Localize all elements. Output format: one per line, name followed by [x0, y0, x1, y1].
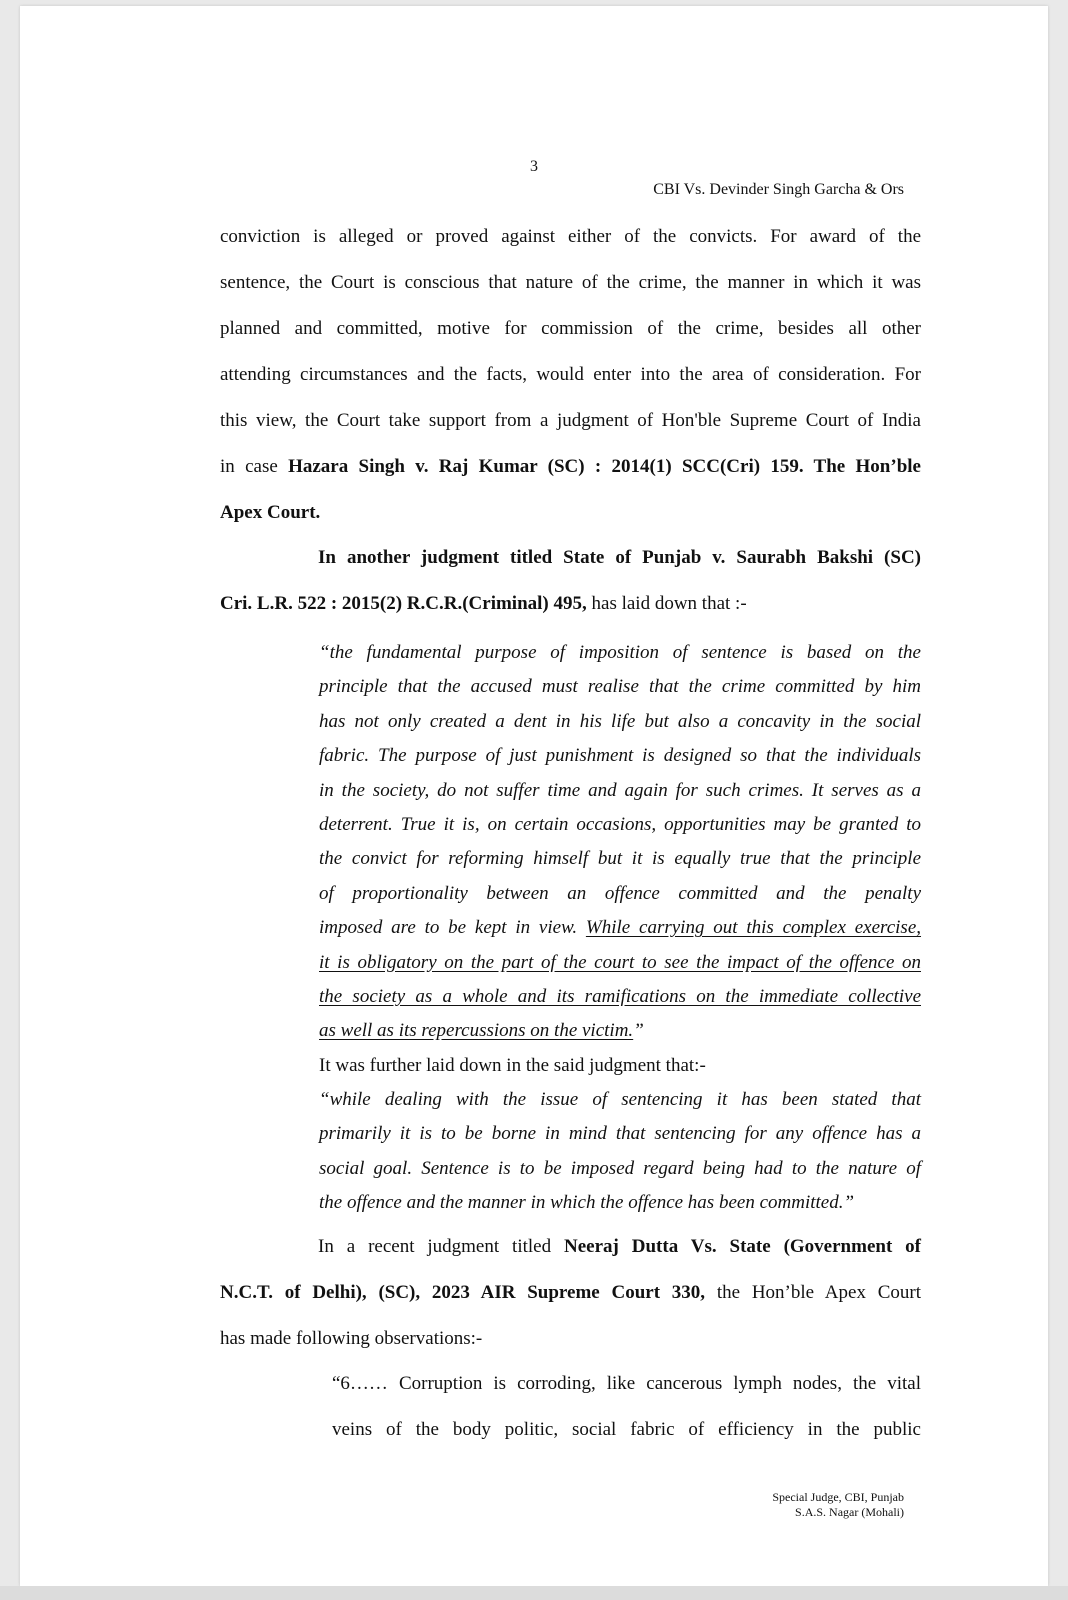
underlined-quote-line: the society as a whole and its ramifications on the immediate collective: [319, 985, 921, 1007]
paragraph-saurabh-bakshi: [220, 535, 921, 627]
paragraph-neeraj-dutta: [220, 1224, 921, 1362]
text-fragment: In a recent judgment titled: [318, 1236, 564, 1257]
quote-line: the offence and the manner in which the offence has been committed.”: [319, 1192, 855, 1214]
text-line: [220, 1270, 921, 1316]
underlined-text: While carrying out this complex exercise,: [585, 917, 922, 939]
text-line: [220, 581, 921, 627]
text-line: this view, the Court take support from a judgment of Hon'ble Supreme Court of India: [220, 410, 921, 431]
case-citation-apex-court: Apex Court.: [220, 502, 321, 523]
quote-line: [319, 911, 921, 945]
text-line: [220, 535, 921, 581]
judge-footer: [772, 1490, 904, 1520]
quote-line: principle that the accused must realise that the crime committed by him: [319, 676, 921, 698]
case-title-header: CBI Vs. Devinder Singh Garcha & Ors: [653, 181, 904, 198]
block-quote-sentencing-purpose: [319, 636, 921, 1221]
text-fragment: has laid down that :-: [586, 593, 747, 614]
case-citation-saurabh-bakshi: In another judgment titled State of Punjab v. Saurabh Bakshi (SC): [318, 547, 921, 568]
text-line: attending circumstances and the facts, would enter into the area of consideration. For: [220, 364, 921, 385]
text-line: conviction is alleged or proved against either of the convicts. For award of the: [220, 226, 921, 247]
bottom-strip: [0, 1586, 1068, 1600]
quote-line: in the society, do not suffer time and again for such crimes. It serves as a: [319, 779, 921, 801]
quote-line: “6…… Corruption is corroding, like cancerous lymph nodes, the vital: [332, 1373, 921, 1394]
quote-line: of proportionality between an offence committed and the penalty: [319, 882, 921, 904]
text-line: [220, 1224, 921, 1270]
text-fragment: imposed are to be kept in view.: [319, 917, 586, 939]
quote-line: deterrent. True it is, on certain occasions, opportunities may be granted to: [319, 813, 921, 835]
footer-line: Special Judge, CBI, Punjab: [772, 1490, 904, 1504]
text-fragment: in case: [220, 456, 289, 477]
quote-line: fabric. The purpose of just punishment is designed so that the individuals: [319, 745, 921, 767]
page-number: 3: [530, 158, 538, 175]
paragraph-sentencing-consideration: [220, 214, 921, 536]
quote-line: has not only created a dent in his life but also a concavity in the social: [319, 710, 921, 732]
case-citation-rcr: Cri. L.R. 522 : 2015(2) R.C.R.(Criminal) 495,: [220, 593, 587, 614]
text-line: [220, 490, 921, 536]
text-fragment: the Hon’ble Apex Court: [705, 1282, 921, 1303]
text-line: has made following observations:-: [220, 1328, 483, 1349]
further-laid-down-line: It was further laid down in the said judgment that:-: [319, 1054, 706, 1076]
footer-line: S.A.S. Nagar (Mohali): [795, 1505, 904, 1519]
quote-line: primarily it is to be borne in mind that sentencing for any offence has a: [319, 1123, 921, 1145]
case-citation-hazara-singh: Hazara Singh v. Raj Kumar (SC) : 2014(1) SCC(Cri) 159. The Hon’ble: [288, 456, 921, 477]
underlined-quote-line: it is obligatory on the part of the court to see the impact of the offence on: [319, 951, 921, 973]
text-line: planned and committed, motive for commission of the crime, besides all other: [220, 318, 921, 339]
quote-line: [319, 1014, 921, 1048]
quote-line: “while dealing with the issue of sentencing it has been stated that: [319, 1089, 921, 1111]
underlined-text: as well as its repercussions on the victim.: [319, 1020, 634, 1042]
document-page: [20, 6, 1048, 1586]
case-citation-neeraj-dutta: Neeraj Dutta Vs. State (Government of: [564, 1236, 921, 1257]
quote-line: the convict for reforming himself but it is equally true that the principle: [319, 848, 921, 870]
text-line: sentence, the Court is conscious that nature of the crime, the manner in which it was: [220, 272, 921, 293]
quote-line: social goal. Sentence is to be imposed regard being had to the nature of: [319, 1157, 921, 1179]
case-citation-air-2023: N.C.T. of Delhi), (SC), 2023 AIR Supreme Court 330,: [220, 1282, 706, 1303]
quote-line: “the fundamental purpose of imposition of sentence is based on the: [319, 642, 921, 663]
quote-line: veins of the body politic, social fabric of efficiency in the public: [332, 1419, 921, 1440]
text-line: [220, 444, 921, 490]
block-quote-corruption: [332, 1361, 921, 1453]
closing-quote-mark: ”: [633, 1020, 644, 1042]
